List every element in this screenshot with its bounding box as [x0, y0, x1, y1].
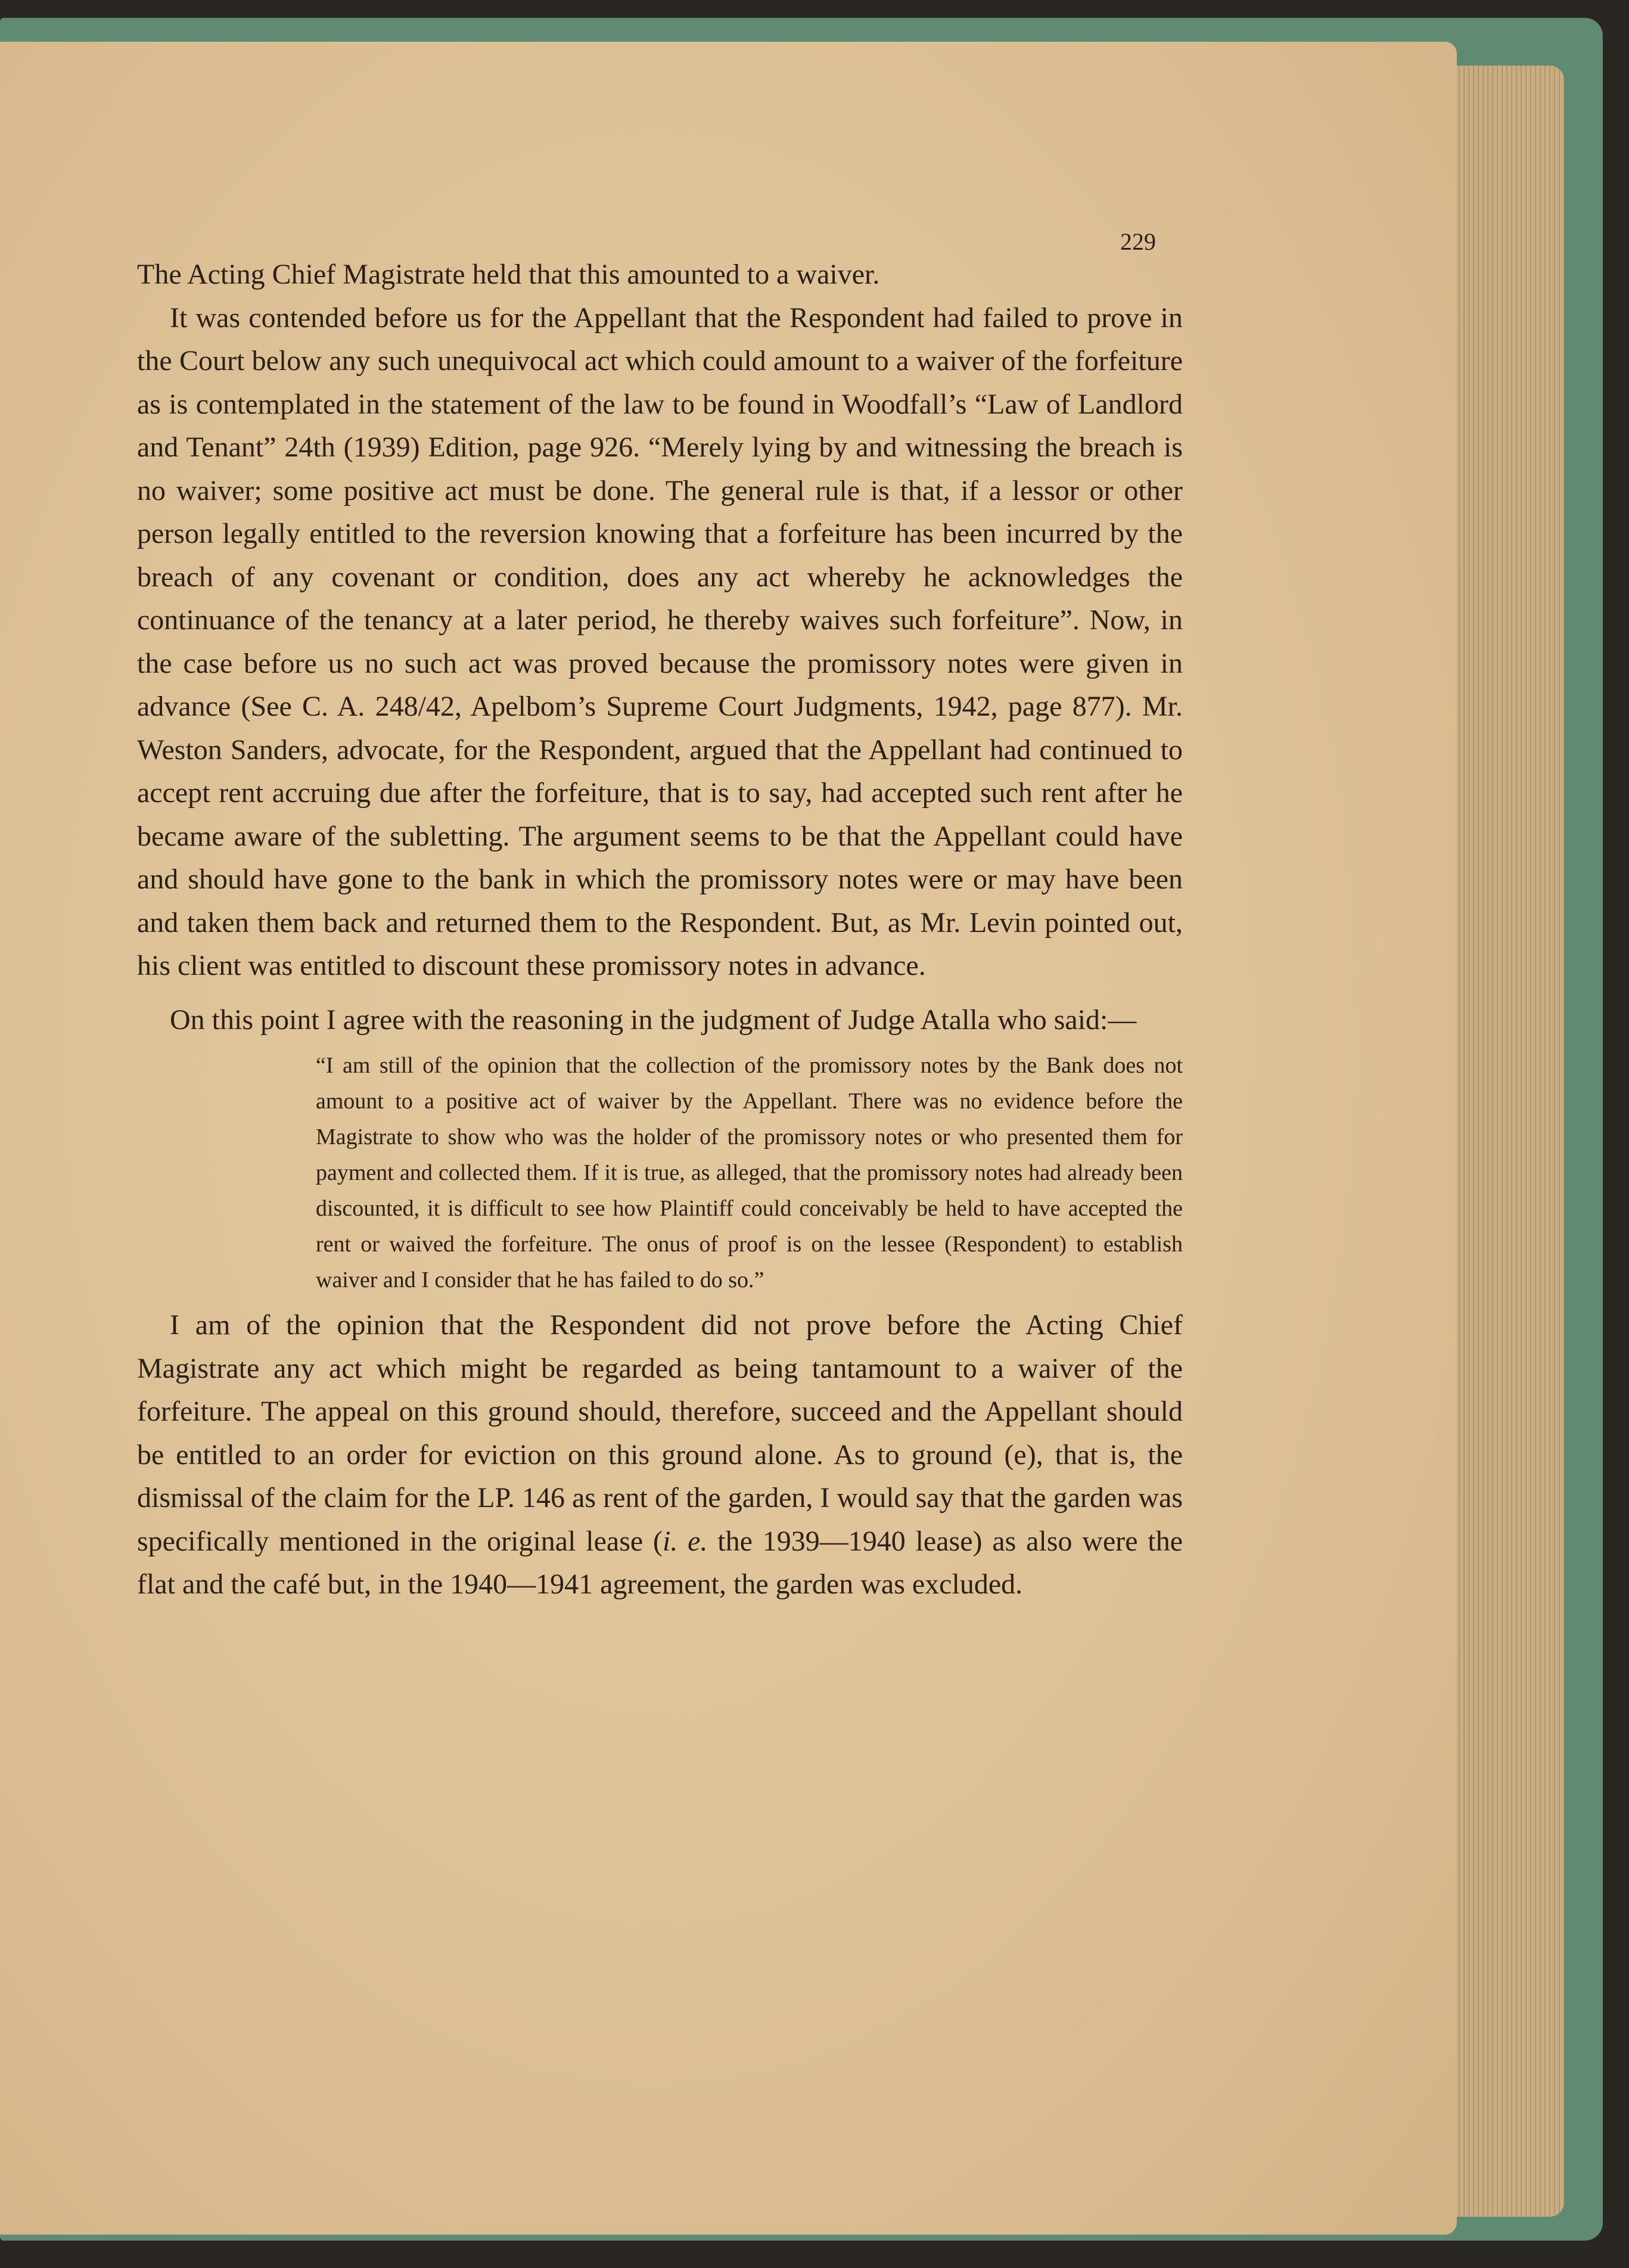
paragraph-4 [137, 1304, 1183, 1607]
paragraph-3: On this point I agree with the reasoning in the judgment of Judge Atalla who said:— [170, 1003, 1137, 1036]
paragraph-4-ie: i. e. [663, 1525, 708, 1557]
page-number: 229 [1120, 228, 1156, 255]
paragraph-4-part-1: I am of the opinion that the Respondent did not prove before the Acting Chief Magistrate any act which might be regarded as being tantamount to a waiver of the forfeiture. The appeal on this ground should, therefore, succeed and the Appellant should be entitled to an order for eviction on this ground alone. As to ground (e), that is, the dismissal of the claim for the LP. 146 as rent of the garden, I would say that the garden was specifically mentioned in the original lease ( [137, 1309, 1183, 1557]
page-fore-edge [1442, 66, 1564, 2217]
block-quote: “I am still of the opinion that the collection of the promissory notes by the Bank does not amount to a positive act of waiver by the Appellant. There was no evidence before the Magistrate to show who was the holder of the promissory notes or who presented them for payment and collected them. If it is true, as alleged, that the promissory notes had already been discounted, it is difficult to see how Plaintiff could conceivably be held to have accepted the rent or waived the forfeiture. The onus of proof is on the lessee (Respondent) to establish waiver and I consider that he has failed to do so.” [316, 1053, 1183, 1293]
page-text [137, 253, 1183, 1607]
paragraph-1: The Acting Chief Magistrate held that this amounted to a waiver. [137, 259, 880, 290]
paragraph-4-part-2: the 1939—1940 lease) as also were the flat and the café but, in the 1940—1941 agreement, the garden was excluded. [137, 1525, 1183, 1600]
paragraph-2: It was contended before us for the Appellant that the Respondent had failed to prove in the Court below any such unequivocal act which could amount to a waiver of the forfeiture as is contemplated in the statement of the law to be found in Woodfall’s “Law of Landlord and Tenant” 24th (1939) Edition, page 926. “Merely lying by and witnessing the breach is no waiver; some positive act must be done. The general rule is that, if a lessor or other person legally entitled to the reversion knowing that a forfeiture has been incurred by the breach of any covenant or condition, does any act whereby he acknowledges the continuance of the tenancy at a later period, he thereby waives such forfeiture”. Now, in the case before us no such act was proved because the promissory notes were given in advance (See C. A. 248/42, Apelbom’s Supreme Court Judgments, 1942, page 877). Mr. Weston Sanders, advocate, for the Respondent, argued that the Appellant had continued to accept rent accruing due after the forfeiture, that is to say, had accepted such rent after he became aware of the subletting. The argument seems to be that the Appellant could have and should have gone to the bank in which the promissory notes were or may have been and taken them back and returned them to the Respondent. But, as Mr. Levin pointed out, his client was entitled to discount these promissory notes in advance. [137, 302, 1183, 981]
